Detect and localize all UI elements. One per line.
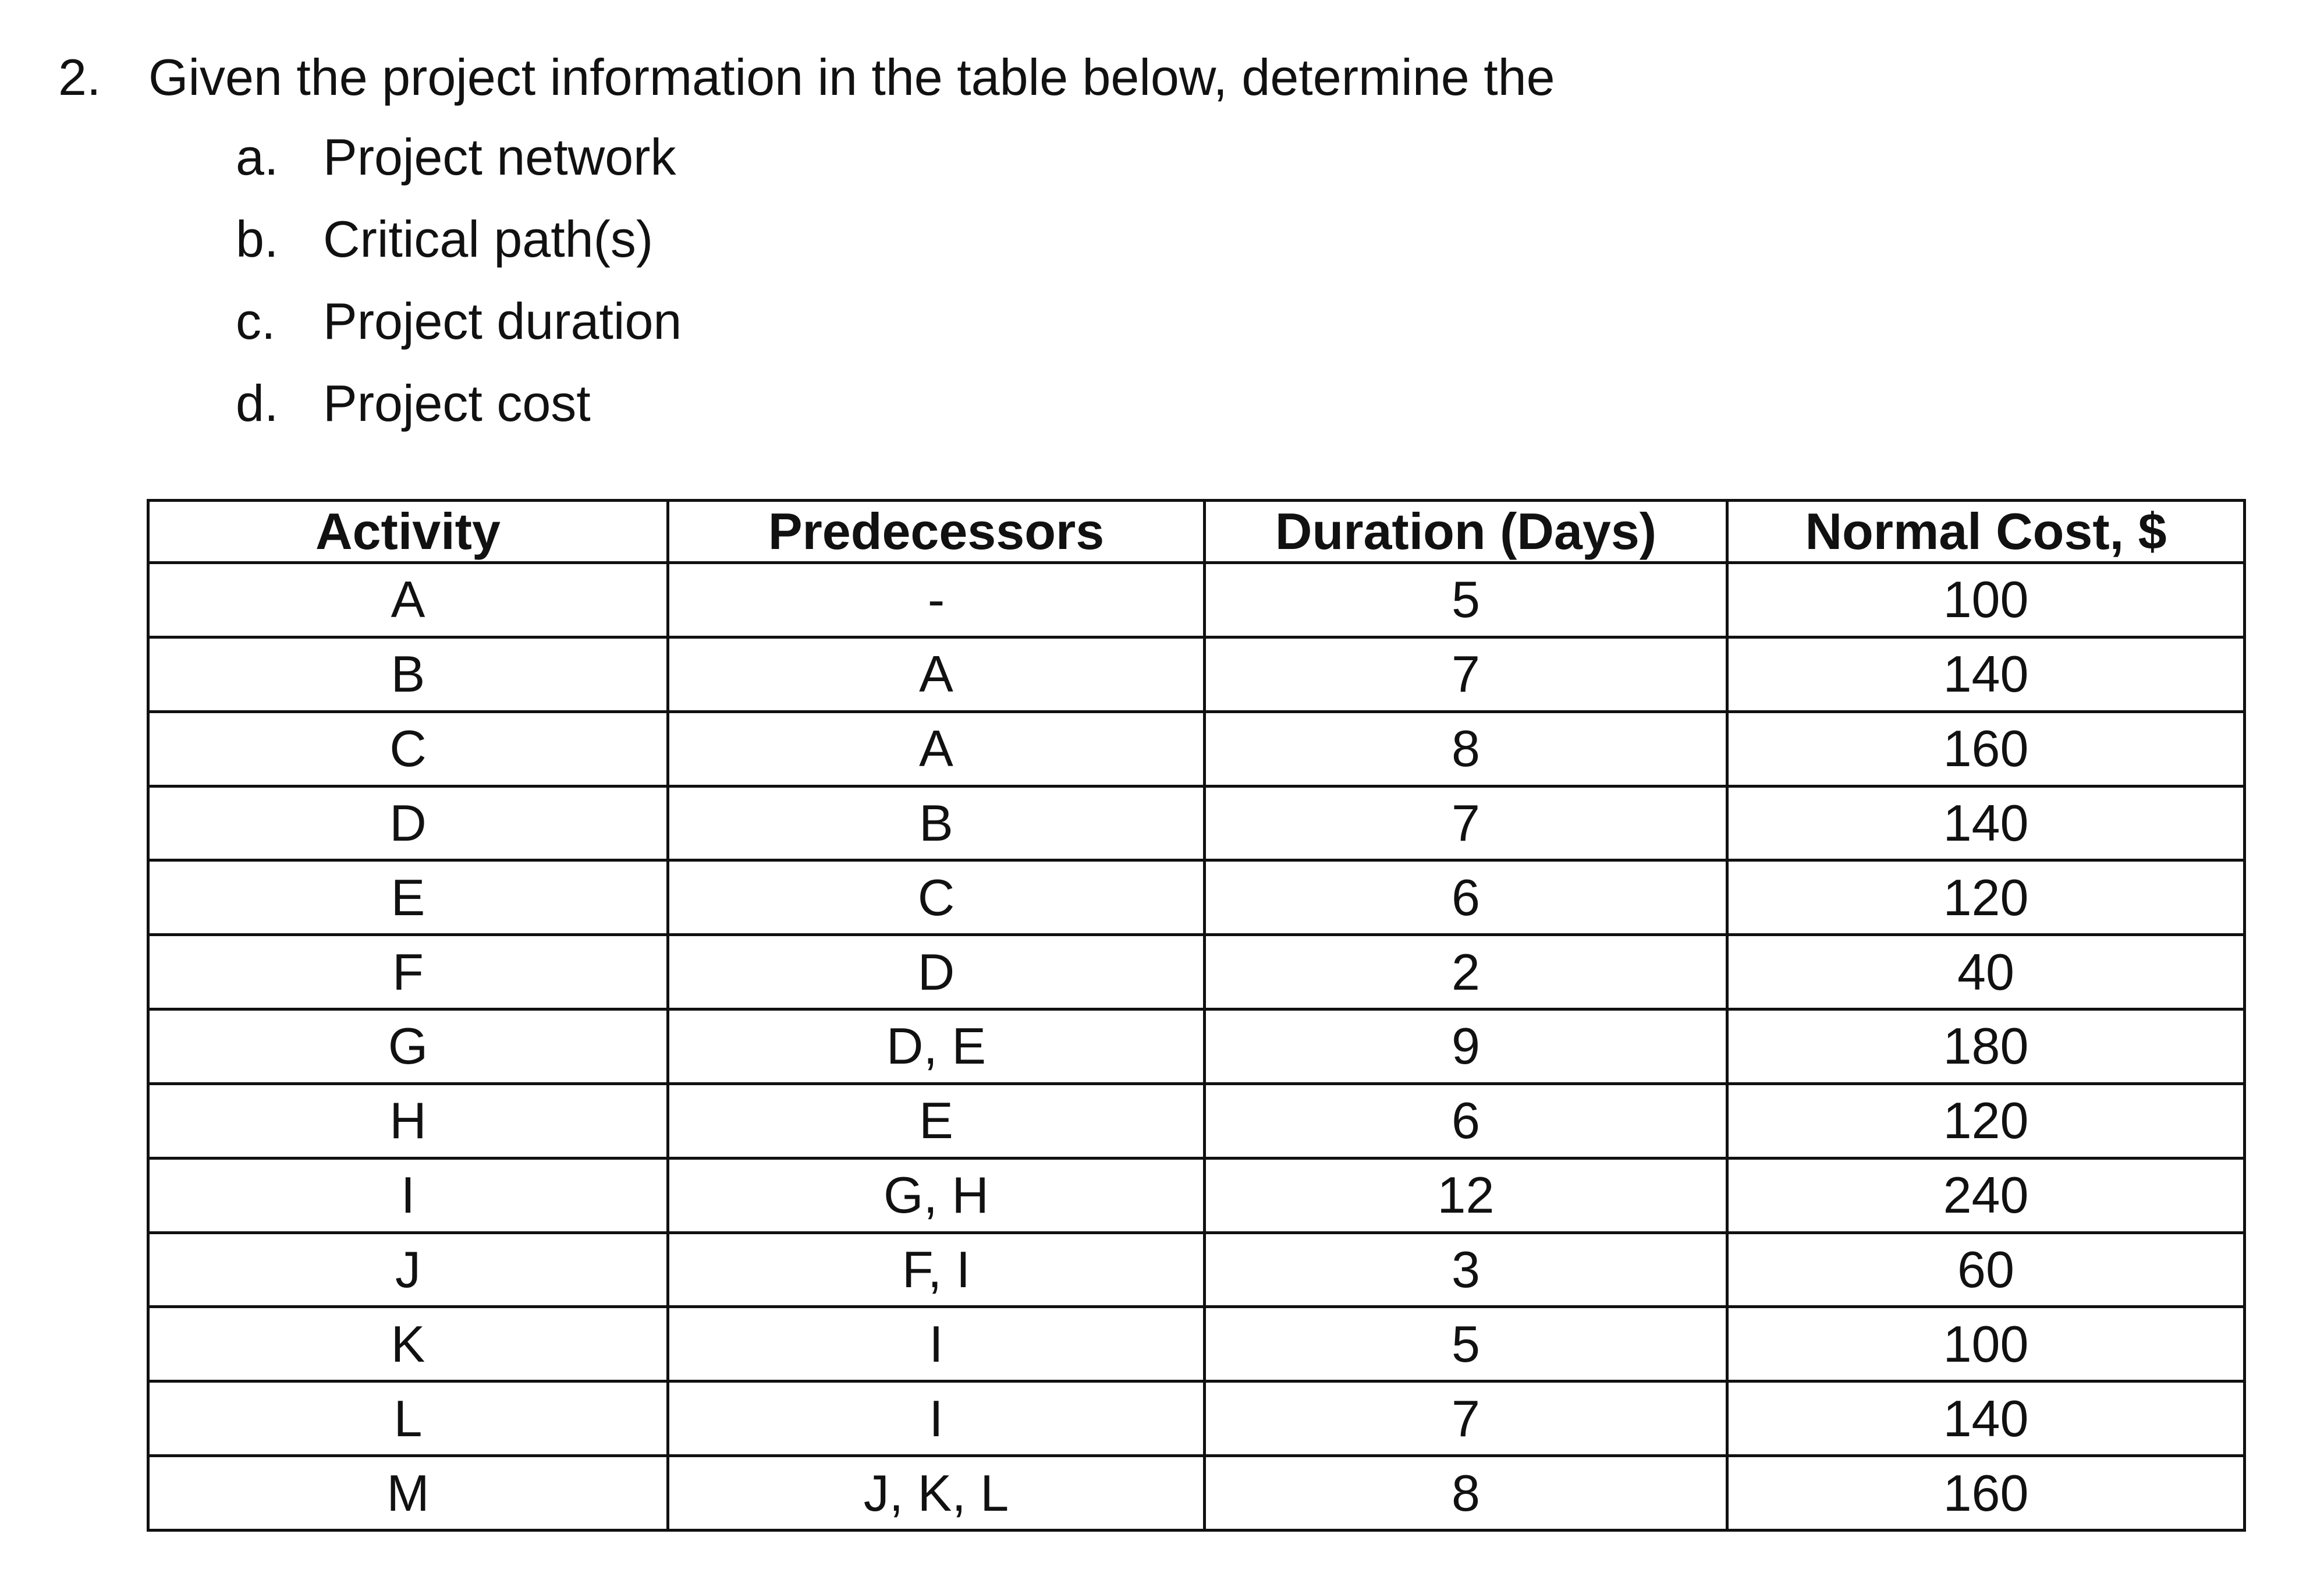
predecessors-cell: F, I <box>668 1232 1205 1307</box>
normal-cost-cell: 40 <box>1727 935 2245 1009</box>
subitem-a <box>236 125 682 207</box>
subitem-letter: d. <box>236 374 279 432</box>
predecessors-cell: B <box>668 786 1205 860</box>
question-subitems <box>236 125 682 454</box>
duration-cell: 6 <box>1205 1083 1727 1158</box>
predecessors-cell: E <box>668 1083 1205 1158</box>
duration-cell: 8 <box>1205 711 1727 786</box>
table-row <box>148 711 2245 786</box>
subitem-letter: c. <box>236 292 276 350</box>
subitem-text: Project duration <box>323 292 682 350</box>
activity-cell: M <box>148 1456 668 1531</box>
predecessors-cell: I <box>668 1307 1205 1381</box>
header-predecessors: Predecessors <box>668 501 1205 563</box>
duration-cell: 3 <box>1205 1232 1727 1307</box>
predecessors-cell: D, E <box>668 1009 1205 1084</box>
predecessors-cell: C <box>668 860 1205 935</box>
header-normal-cost: Normal Cost, $ <box>1727 501 2245 563</box>
question-number: 2. <box>58 48 101 106</box>
subitem-text: Project cost <box>323 374 591 432</box>
activity-cell: B <box>148 637 668 711</box>
table-row <box>148 1158 2245 1232</box>
duration-cell: 9 <box>1205 1009 1727 1084</box>
predecessors-cell: D <box>668 935 1205 1009</box>
activity-cell: J <box>148 1232 668 1307</box>
header-duration: Duration (Days) <box>1205 501 1727 563</box>
normal-cost-cell: 160 <box>1727 1456 2245 1531</box>
normal-cost-cell: 120 <box>1727 860 2245 935</box>
normal-cost-cell: 60 <box>1727 1232 2245 1307</box>
activity-cell: G <box>148 1009 668 1084</box>
normal-cost-cell: 160 <box>1727 711 2245 786</box>
question-header <box>58 45 1555 109</box>
table-body <box>148 563 2245 1531</box>
table-row <box>148 1307 2245 1381</box>
activity-cell: K <box>148 1307 668 1381</box>
activity-cell: H <box>148 1083 668 1158</box>
activity-cell: C <box>148 711 668 786</box>
table-row <box>148 860 2245 935</box>
activity-cell: A <box>148 563 668 637</box>
subitem-b <box>236 207 682 289</box>
duration-cell: 5 <box>1205 1307 1727 1381</box>
normal-cost-cell: 140 <box>1727 786 2245 860</box>
subitem-text: Project network <box>323 128 676 186</box>
activity-cell: E <box>148 860 668 935</box>
duration-cell: 6 <box>1205 860 1727 935</box>
duration-cell: 7 <box>1205 1381 1727 1456</box>
duration-cell: 12 <box>1205 1158 1727 1232</box>
subitem-letter: b. <box>236 210 279 268</box>
table-header-row <box>148 501 2245 563</box>
duration-cell: 7 <box>1205 786 1727 860</box>
table-row <box>148 786 2245 860</box>
table-row <box>148 1381 2245 1456</box>
predecessors-cell: A <box>668 637 1205 711</box>
table-row <box>148 563 2245 637</box>
duration-cell: 2 <box>1205 935 1727 1009</box>
duration-cell: 8 <box>1205 1456 1727 1531</box>
predecessors-cell: I <box>668 1381 1205 1456</box>
table-row <box>148 637 2245 711</box>
project-activity-table <box>147 499 2246 1532</box>
table-row <box>148 935 2245 1009</box>
normal-cost-cell: 140 <box>1727 637 2245 711</box>
subitem-c <box>236 289 682 371</box>
table-row <box>148 1232 2245 1307</box>
normal-cost-cell: 180 <box>1727 1009 2245 1084</box>
subitem-text: Critical path(s) <box>323 210 654 268</box>
table-row <box>148 1083 2245 1158</box>
normal-cost-cell: 120 <box>1727 1083 2245 1158</box>
activity-cell: I <box>148 1158 668 1232</box>
duration-cell: 5 <box>1205 563 1727 637</box>
header-activity: Activity <box>148 501 668 563</box>
normal-cost-cell: 100 <box>1727 563 2245 637</box>
normal-cost-cell: 140 <box>1727 1381 2245 1456</box>
predecessors-cell: J, K, L <box>668 1456 1205 1531</box>
question-text: Given the project information in the table below, determine the <box>148 48 1555 106</box>
subitem-d <box>236 371 682 454</box>
predecessors-cell: - <box>668 563 1205 637</box>
normal-cost-cell: 100 <box>1727 1307 2245 1381</box>
activity-cell: F <box>148 935 668 1009</box>
predecessors-cell: A <box>668 711 1205 786</box>
table-row <box>148 1009 2245 1084</box>
normal-cost-cell: 240 <box>1727 1158 2245 1232</box>
activity-cell: L <box>148 1381 668 1456</box>
activity-cell: D <box>148 786 668 860</box>
predecessors-cell: G, H <box>668 1158 1205 1232</box>
subitem-letter: a. <box>236 128 279 186</box>
duration-cell: 7 <box>1205 637 1727 711</box>
table-row <box>148 1456 2245 1531</box>
